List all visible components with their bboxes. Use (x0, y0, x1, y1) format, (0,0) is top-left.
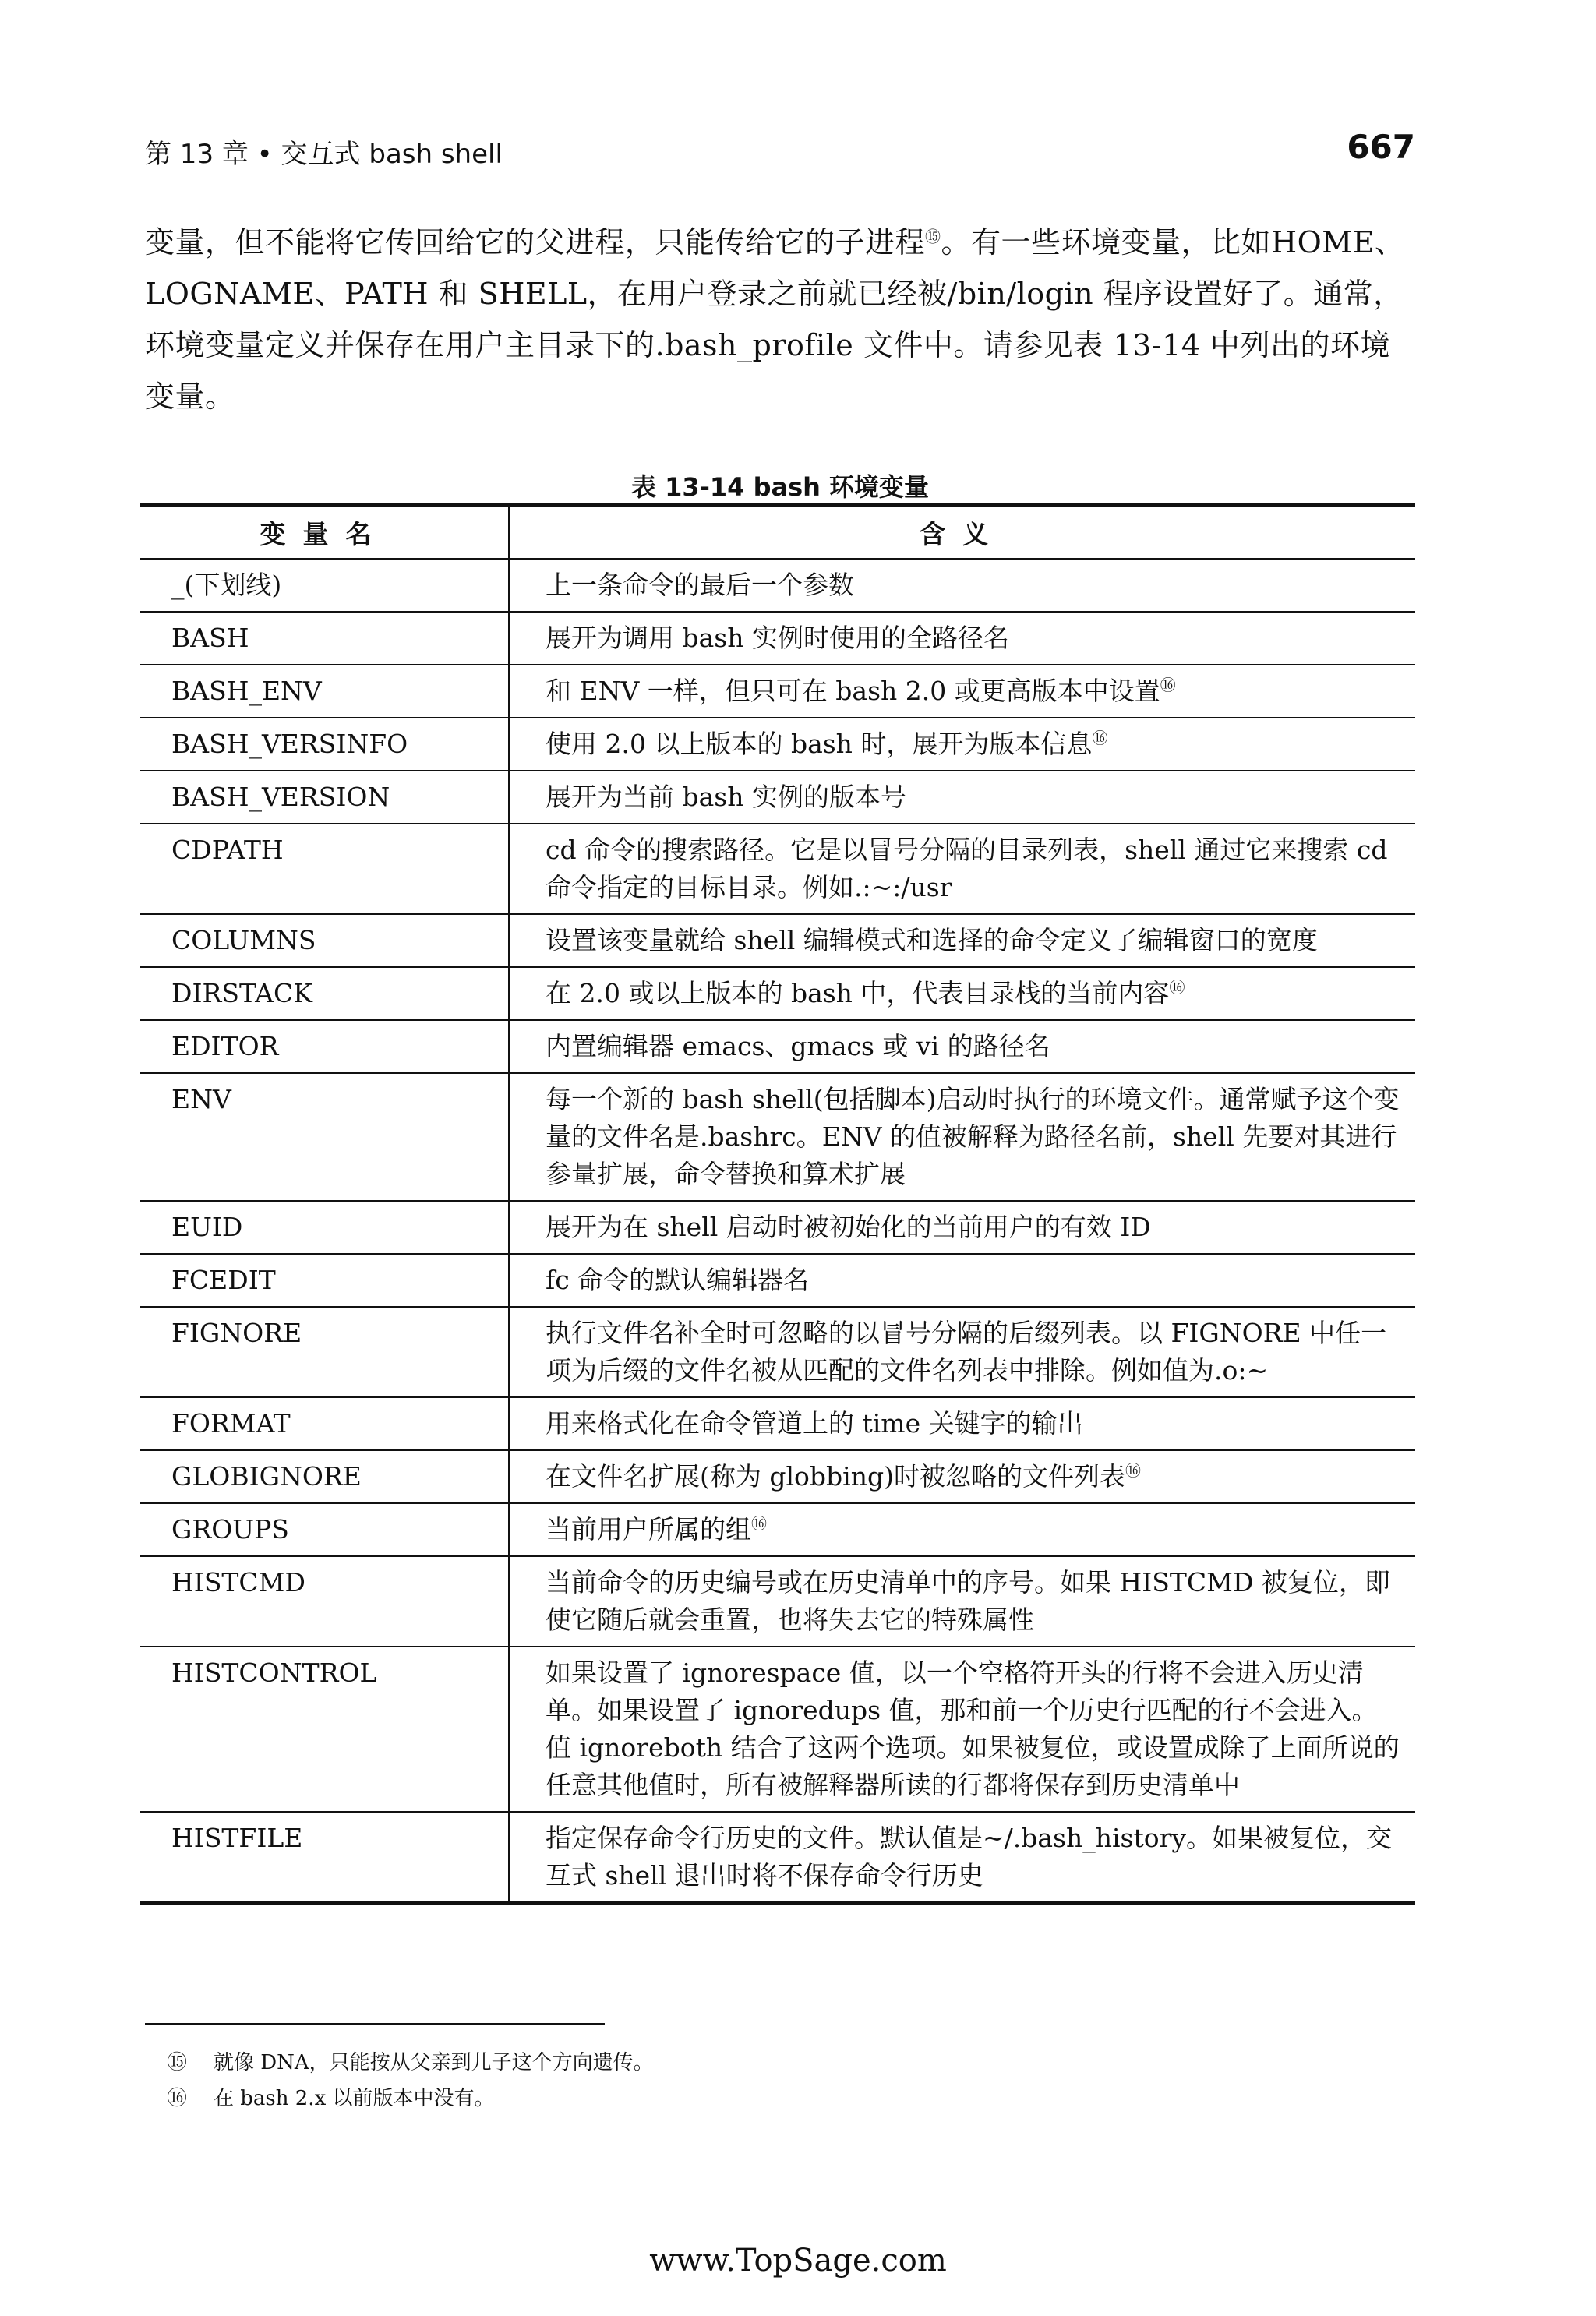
variable-name: GROUPS (140, 1503, 509, 1556)
intro-paragraph (145, 217, 1415, 422)
variable-meaning (509, 1812, 1415, 1903)
table-row (140, 1503, 1415, 1556)
variable-meaning (509, 967, 1415, 1020)
table-body (140, 559, 1415, 1903)
variable-meaning (509, 1397, 1415, 1450)
variable-meaning (509, 718, 1415, 771)
footnotes (167, 2045, 654, 2117)
meaning-text: 上一条命令的最后一个参数 (546, 570, 854, 600)
meaning-text: 在 2.0 或以上版本的 bash 中，代表目录栈的当前内容 (546, 978, 1170, 1008)
chapter-title: 第 13 章 • 交互式 bash shell (145, 139, 503, 170)
meaning-text: 当前命令的历史编号或在历史清单中的序号。如果 HISTCMD 被复位，即使它随后就会重置，也将失去它的特殊属性 (546, 1567, 1390, 1635)
meaning-text: cd 命令的搜索路径。它是以冒号分隔的目录列表，shell 通过它来搜索 cd 命令指定的目标目录。例如.:~:/usr (546, 835, 1388, 902)
variable-name: EDITOR (140, 1020, 509, 1073)
table-row (140, 1254, 1415, 1307)
variable-meaning (509, 1073, 1415, 1201)
variable-name: HISTCMD (140, 1556, 509, 1647)
footnote-16 (167, 2081, 654, 2117)
table-row (140, 1450, 1415, 1503)
variable-meaning (509, 1254, 1415, 1307)
meaning-text: 展开为当前 bash 实例的版本号 (546, 782, 906, 812)
meaning-text: 在文件名扩展(称为 globbing)时被忽略的文件列表 (546, 1461, 1125, 1492)
variable-meaning (509, 1503, 1415, 1556)
variable-name: BASH_VERSION (140, 771, 509, 824)
table-row (140, 665, 1415, 718)
table-header-row (140, 505, 1415, 559)
meaning-text: 展开为调用 bash 实例时使用的全路径名 (546, 623, 1009, 653)
variable-meaning (509, 1307, 1415, 1397)
footnote-ref: ⑯ (751, 1514, 767, 1533)
variable-name: BASH (140, 612, 509, 665)
variable-meaning (509, 824, 1415, 914)
footnote-mark: ⑮ (167, 2051, 188, 2074)
meaning-text: 指定保存命令行历史的文件。默认值是~/.bash_history。如果被复位，交互式 shell 退出时将不保存命令行历史 (546, 1823, 1393, 1891)
table-row (140, 1397, 1415, 1450)
footnote-text: 就像 DNA，只能按从父亲到儿子这个方向遗传。 (214, 2051, 654, 2074)
meaning-text: 内置编辑器 emacs、gmacs 或 vi 的路径名 (546, 1031, 1050, 1061)
table-row (140, 612, 1415, 665)
footnote-ref: ⑯ (1125, 1461, 1141, 1480)
meaning-text: 用来格式化在命令管道上的 time 关键字的输出 (546, 1408, 1083, 1439)
variable-meaning (509, 559, 1415, 612)
variable-name: BASH_VERSINFO (140, 718, 509, 771)
table-row (140, 1556, 1415, 1647)
variable-name: EUID (140, 1201, 509, 1254)
table-row (140, 718, 1415, 771)
variable-meaning (509, 1450, 1415, 1503)
variable-name: FORMAT (140, 1397, 509, 1450)
variable-meaning (509, 771, 1415, 824)
table-row (140, 824, 1415, 914)
footnote-divider (145, 2023, 605, 2025)
variable-meaning (509, 612, 1415, 665)
meaning-text: 如果设置了 ignorespace 值，以一个空格符开头的行将不会进入历史清单。如果设置了 ignoredups 值，那和前一个历史行匹配的行不会进入。值 ignoreboth 结合了这两个选项。如果被复位，或设置成除了上面所说的任意其他值时，所有被解释器所读的行都将保存到历史清单中 (546, 1658, 1400, 1800)
footnote-15 (167, 2045, 654, 2081)
table-row (140, 1812, 1415, 1903)
table-row (140, 771, 1415, 824)
footnote-ref: ⑮ (925, 227, 941, 246)
table-row (140, 1201, 1415, 1254)
website-footer[interactable]: www.TopSage.com (649, 2243, 947, 2279)
variable-name: HISTCONTROL (140, 1647, 509, 1812)
footnote-ref: ⑯ (1160, 676, 1176, 694)
meaning-text: 设置该变量就给 shell 编辑模式和选择的命令定义了编辑窗口的宽度 (546, 925, 1318, 955)
table-caption: 表 13-14 bash 环境变量 (630, 472, 930, 502)
column-header-name: 变量名 (140, 505, 509, 559)
meaning-text: 当前用户所属的组 (546, 1514, 751, 1545)
footnote-text: 在 bash 2.x 以前版本中没有。 (214, 2087, 495, 2110)
table-row (140, 1073, 1415, 1201)
column-header-meaning: 含义 (509, 505, 1415, 559)
variable-meaning (509, 665, 1415, 718)
variable-name: ENV (140, 1073, 509, 1201)
variable-name: HISTFILE (140, 1812, 509, 1903)
meaning-text: 使用 2.0 以上版本的 bash 时，展开为版本信息 (546, 729, 1093, 759)
variable-meaning (509, 1556, 1415, 1647)
table-row (140, 967, 1415, 1020)
meaning-text: 执行文件名补全时可忽略的以冒号分隔的后缀列表。以 FIGNORE 中任一项为后缀的文件名被从匹配的文件名列表中排除。例如值为.o:~ (546, 1318, 1387, 1386)
variable-name: _(下划线) (140, 559, 509, 612)
table-row (140, 1307, 1415, 1397)
intro-text-after-note: 。有一些环境变量，比如HOME、LOGNAME、PATH 和 SHELL，在用户登录之前就已经被/bin/login 程序设置好了。通常，环境变量定义并保存在用户主目录下的.bash_profile 文件中。请参见表 13-14 中列出的环境变量。 (145, 225, 1405, 414)
variable-name: DIRSTACK (140, 967, 509, 1020)
variable-name: CDPATH (140, 824, 509, 914)
meaning-text: 展开为在 shell 启动时被初始化的当前用户的有效 ID (546, 1212, 1151, 1242)
page-header (145, 128, 1415, 179)
meaning-text: 和 ENV 一样，但只可在 bash 2.0 或更高版本中设置 (546, 676, 1160, 706)
intro-text-before-note: 变量，但不能将它传回给它的父进程，只能传给它的子进程 (145, 225, 926, 259)
meaning-text: fc 命令的默认编辑器名 (546, 1265, 810, 1295)
variable-name: GLOBIGNORE (140, 1450, 509, 1503)
table-row (140, 559, 1415, 612)
footnote-ref: ⑯ (1092, 729, 1108, 747)
variable-meaning (509, 1020, 1415, 1073)
table-row (140, 914, 1415, 967)
meaning-text: 每一个新的 bash shell(包括脚本)启动时执行的环境文件。通常赋予这个变量的文件名是.bashrc。ENV 的值被解释为路径名前，shell 先要对其进行参量扩展，命令替换和算术扩展 (546, 1084, 1400, 1189)
footnote-ref: ⑯ (1169, 978, 1185, 997)
variable-name: FCEDIT (140, 1254, 509, 1307)
variable-name: FIGNORE (140, 1307, 509, 1397)
table-row (140, 1647, 1415, 1812)
variable-meaning (509, 1647, 1415, 1812)
page-number: 667 (1347, 128, 1415, 166)
variable-meaning (509, 914, 1415, 967)
env-vars-table (140, 503, 1415, 1905)
footnote-mark: ⑯ (167, 2087, 188, 2110)
variable-meaning (509, 1201, 1415, 1254)
table-row (140, 1020, 1415, 1073)
variable-name: BASH_ENV (140, 665, 509, 718)
variable-name: COLUMNS (140, 914, 509, 967)
